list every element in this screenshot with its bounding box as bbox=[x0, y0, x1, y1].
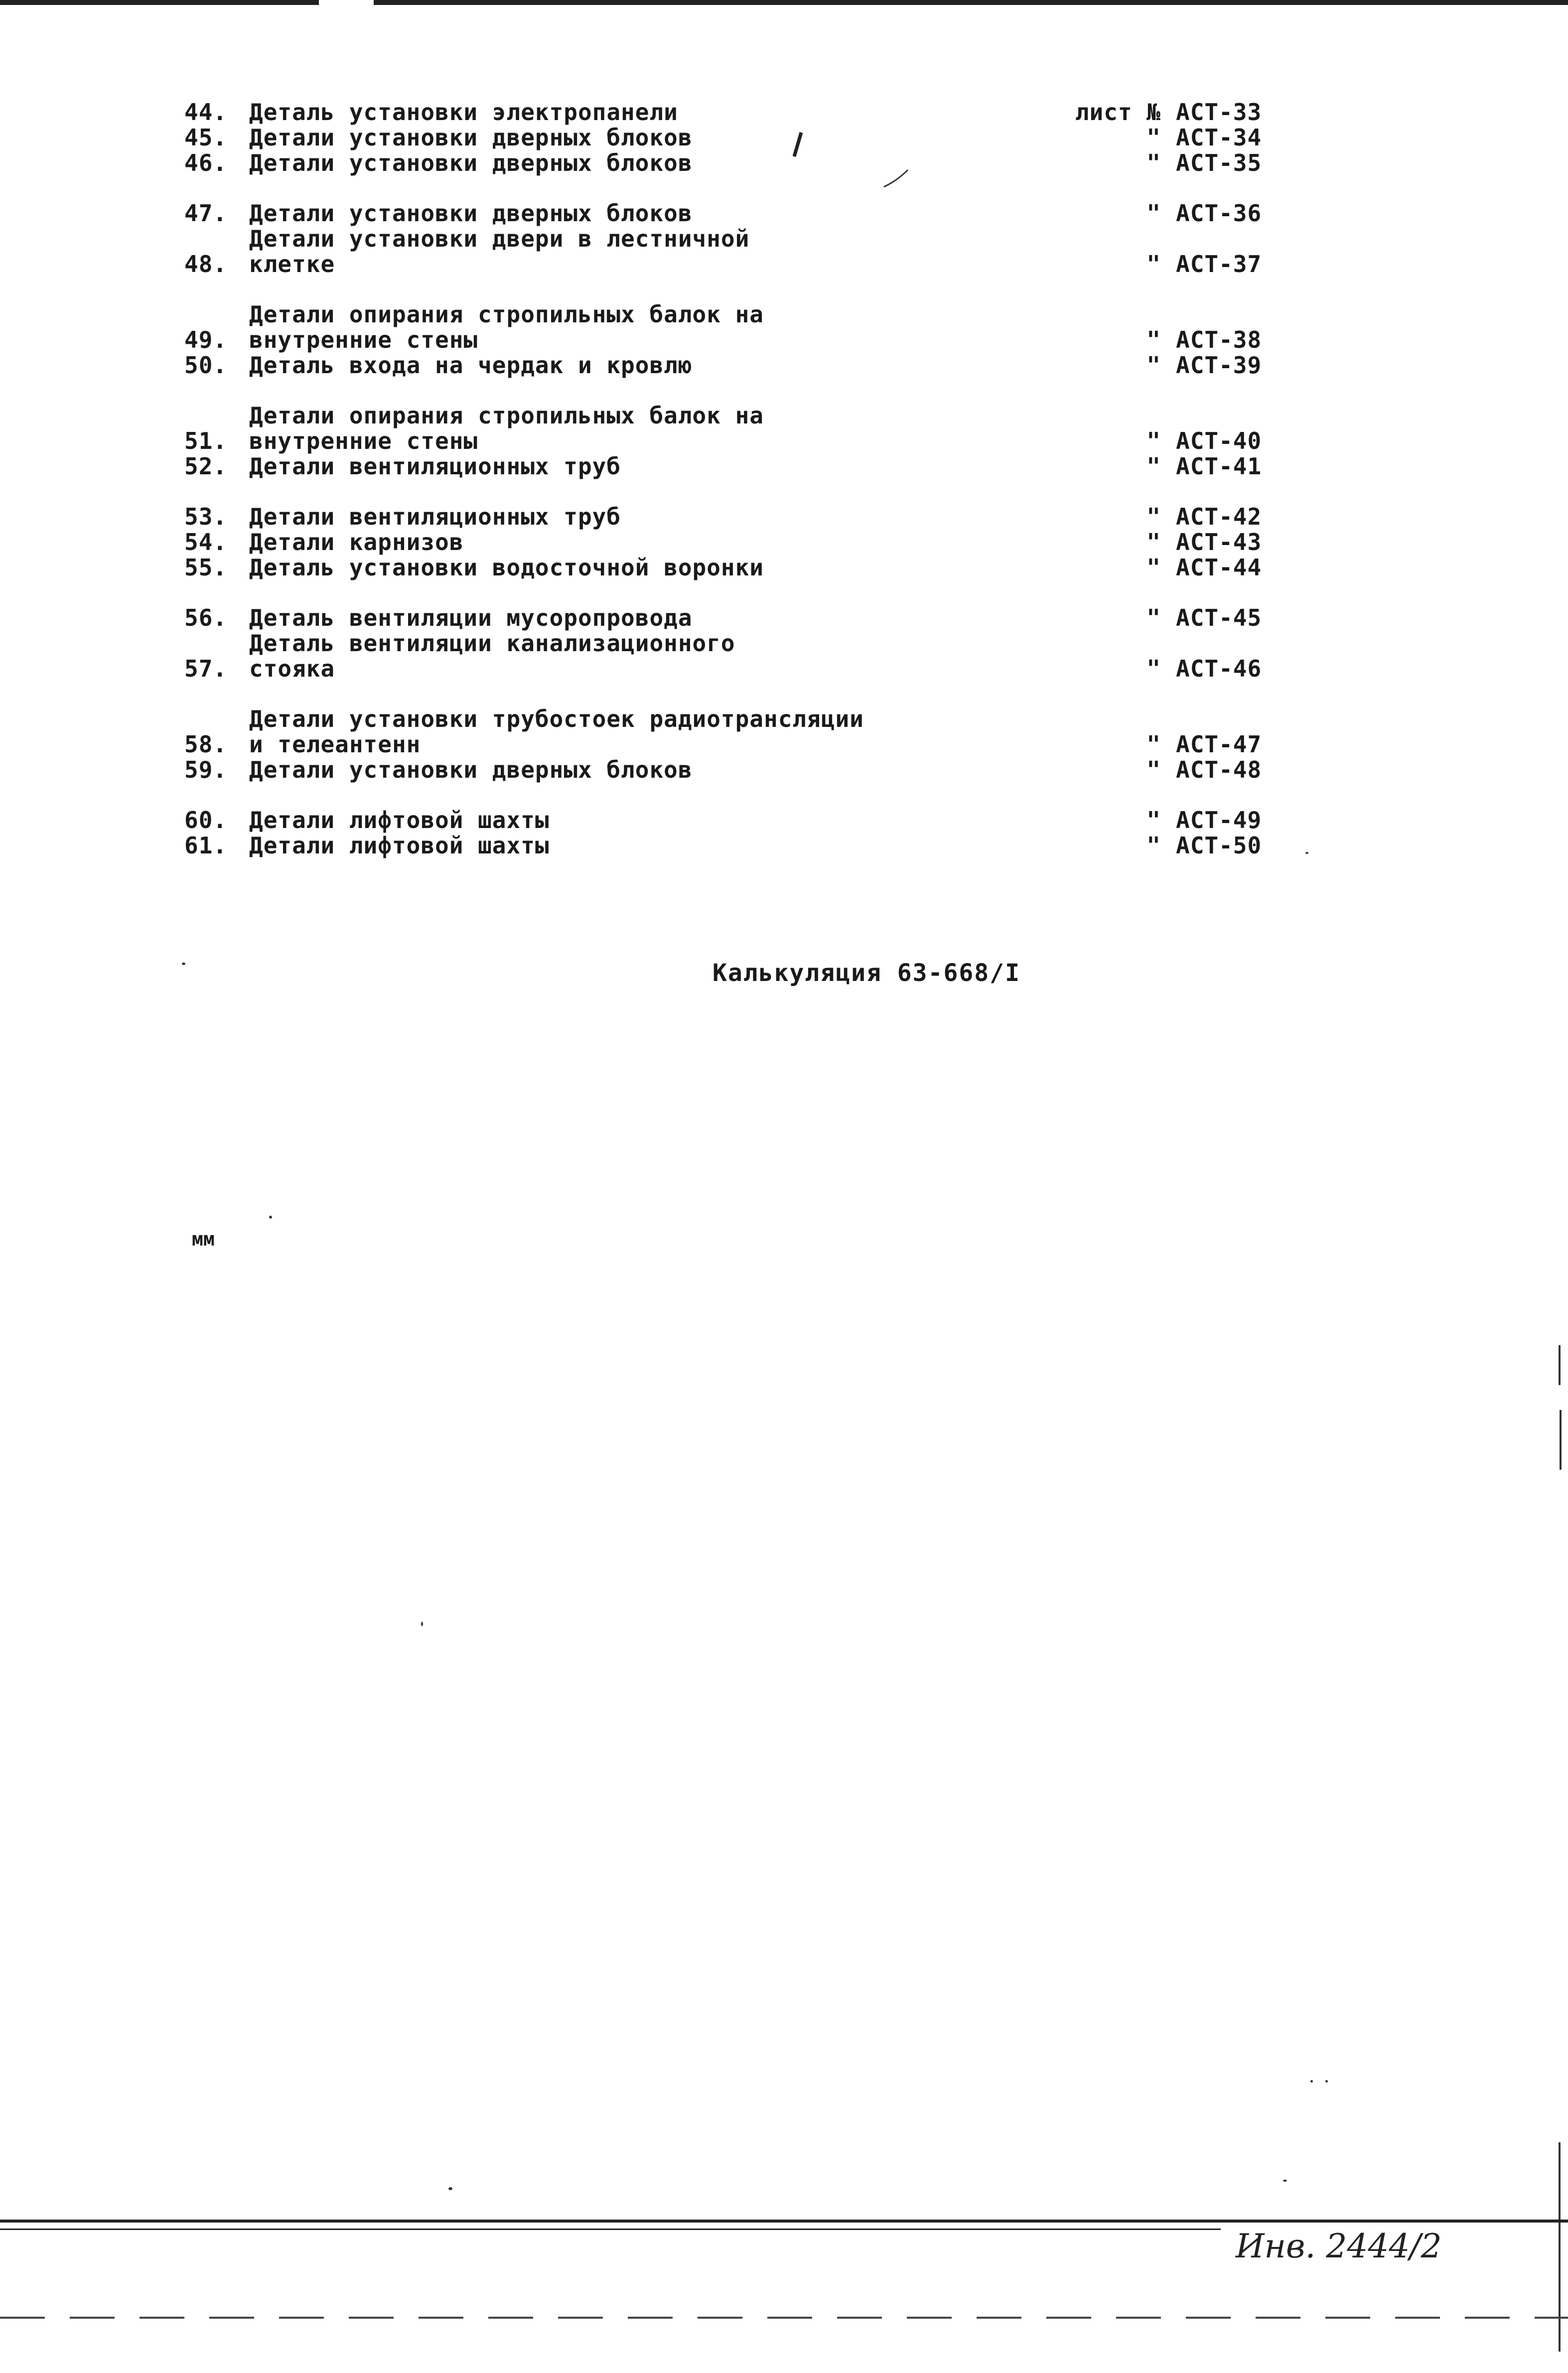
bottom-border-line-inner bbox=[0, 2229, 1221, 2230]
speck bbox=[448, 2187, 452, 2190]
item-sheet-code: АСТ-34 bbox=[1176, 124, 1262, 151]
pen-mark-icon bbox=[787, 131, 807, 160]
item-sheet-code: АСТ-33 bbox=[1176, 99, 1262, 126]
list-group bbox=[184, 808, 1330, 858]
item-title: Детали карнизов bbox=[249, 529, 464, 556]
item-sheet-code: АСТ-37 bbox=[1176, 251, 1262, 278]
item-sheet-code: АСТ-47 bbox=[1176, 731, 1262, 758]
item-ditto-mark: " bbox=[1146, 149, 1161, 176]
item-number: 49. bbox=[184, 326, 228, 353]
item-sheet-code: АСТ-35 bbox=[1176, 149, 1262, 176]
speck bbox=[1305, 852, 1308, 854]
item-title: Детали опирания стропильных балок на внутренние стены bbox=[249, 301, 764, 353]
item-title: Деталь входа на чердак и кровлю bbox=[249, 352, 693, 379]
list-group bbox=[184, 302, 1330, 378]
item-sheet-code: АСТ-49 bbox=[1176, 807, 1262, 834]
speck bbox=[1283, 2180, 1287, 2182]
list-item bbox=[184, 226, 1330, 277]
bottom-border-line bbox=[0, 2220, 1568, 2223]
item-title: Детали опирания стропильных балок на внутренние стены bbox=[249, 402, 764, 454]
drawing-sheet-list bbox=[184, 100, 1330, 883]
item-number: 47. bbox=[184, 200, 228, 227]
item-title: Детали лифтовой шахты bbox=[249, 807, 550, 834]
typist-initials: мм bbox=[192, 1228, 215, 1250]
list-item bbox=[184, 504, 1330, 530]
item-sheet-code: АСТ-46 bbox=[1176, 655, 1262, 682]
item-title: Детали установки дверных блоков bbox=[249, 200, 693, 227]
bottom-dashed-line bbox=[0, 2317, 1568, 2319]
item-ditto-mark: " bbox=[1146, 453, 1161, 480]
calculation-reference: Калькуляция 63-668/I bbox=[713, 959, 1020, 987]
item-sheet-code: АСТ-40 bbox=[1176, 427, 1262, 454]
item-ditto-mark: " bbox=[1146, 503, 1161, 530]
item-sheet-code: АСТ-41 bbox=[1176, 453, 1262, 480]
list-group bbox=[184, 706, 1330, 783]
item-number: 55. bbox=[184, 554, 228, 581]
item-title: Детали вентиляционных труб bbox=[249, 503, 621, 530]
item-ditto-mark: " bbox=[1146, 352, 1161, 379]
item-title: Детали лифтовой шахты bbox=[249, 832, 550, 859]
list-group bbox=[184, 100, 1330, 176]
item-ditto-mark: " bbox=[1146, 326, 1161, 353]
list-item bbox=[184, 100, 1330, 125]
edge-mark bbox=[1559, 2142, 1561, 2352]
list-item bbox=[184, 302, 1330, 353]
list-item bbox=[184, 530, 1330, 555]
item-title: Деталь вентиляции мусоропровода bbox=[249, 604, 693, 631]
item-ditto-mark: " bbox=[1146, 427, 1161, 454]
list-item bbox=[184, 150, 1330, 176]
item-ditto-mark: лист № bbox=[1075, 99, 1161, 126]
item-ditto-mark: " bbox=[1146, 604, 1161, 631]
item-number: 58. bbox=[184, 731, 228, 758]
item-title: Детали вентиляционных труб bbox=[249, 453, 621, 480]
item-ditto-mark: " bbox=[1146, 756, 1161, 783]
item-sheet-code: АСТ-42 bbox=[1176, 503, 1262, 530]
item-number: 56. bbox=[184, 604, 228, 631]
list-group bbox=[184, 201, 1330, 277]
item-title: Деталь установки электропанели bbox=[249, 99, 678, 126]
item-number: 57. bbox=[184, 655, 228, 682]
list-item bbox=[184, 353, 1330, 378]
item-sheet-code: АСТ-38 bbox=[1176, 326, 1262, 353]
list-group bbox=[184, 605, 1330, 682]
list-item bbox=[184, 808, 1330, 833]
item-sheet-code: АСТ-36 bbox=[1176, 200, 1262, 227]
item-number: 46. bbox=[184, 149, 228, 176]
list-item bbox=[184, 706, 1330, 757]
edge-mark bbox=[1560, 1410, 1562, 1470]
item-ditto-mark: " bbox=[1146, 554, 1161, 581]
speck bbox=[1310, 2080, 1313, 2083]
item-sheet-code: АСТ-50 bbox=[1176, 832, 1262, 859]
list-group bbox=[184, 403, 1330, 479]
item-number: 61. bbox=[184, 832, 228, 859]
list-group bbox=[184, 504, 1330, 580]
handwritten-inventory-note: Инв. 2444/2 bbox=[1236, 2227, 1442, 2265]
item-sheet-code: АСТ-43 bbox=[1176, 529, 1262, 556]
item-ditto-mark: " bbox=[1146, 200, 1161, 227]
item-number: 45. bbox=[184, 124, 228, 151]
top-border-line bbox=[0, 0, 1568, 5]
speck bbox=[421, 1622, 423, 1626]
item-number: 50. bbox=[184, 352, 228, 379]
item-title: Детали установки трубостоек радиотрансляции и телеантенн bbox=[249, 705, 864, 758]
list-item bbox=[184, 201, 1330, 226]
item-sheet-code: АСТ-45 bbox=[1176, 604, 1262, 631]
list-item bbox=[184, 605, 1330, 631]
edge-mark bbox=[1559, 1345, 1561, 1385]
speck bbox=[182, 963, 185, 965]
pen-tick-icon bbox=[882, 167, 912, 192]
list-item bbox=[184, 757, 1330, 783]
item-sheet-code: АСТ-44 bbox=[1176, 554, 1262, 581]
item-ditto-mark: " bbox=[1146, 529, 1161, 556]
item-number: 59. bbox=[184, 756, 228, 783]
item-number: 52. bbox=[184, 453, 228, 480]
item-title: Детали установки двери в лестничной клетке bbox=[249, 225, 750, 278]
item-title: Деталь установки водосточной воронки bbox=[249, 554, 764, 581]
item-title: Деталь вентиляции канализационного стояка bbox=[249, 630, 735, 682]
item-sheet-code: АСТ-48 bbox=[1176, 756, 1262, 783]
item-number: 54. bbox=[184, 529, 228, 556]
item-number: 60. bbox=[184, 807, 228, 834]
item-ditto-mark: " bbox=[1146, 251, 1161, 278]
list-item bbox=[184, 631, 1330, 682]
list-item bbox=[184, 833, 1330, 858]
item-title: Детали установки дверных блоков bbox=[249, 756, 693, 783]
item-title: Детали установки дверных блоков bbox=[249, 149, 693, 176]
list-item bbox=[184, 454, 1330, 479]
item-ditto-mark: " bbox=[1146, 655, 1161, 682]
list-item bbox=[184, 403, 1330, 454]
item-number: 51. bbox=[184, 427, 228, 454]
item-sheet-code: АСТ-39 bbox=[1176, 352, 1262, 379]
speck bbox=[269, 1216, 272, 1219]
item-number: 48. bbox=[184, 251, 228, 278]
item-number: 44. bbox=[184, 99, 228, 126]
item-number: 53. bbox=[184, 503, 228, 530]
list-item bbox=[184, 555, 1330, 580]
item-ditto-mark: " bbox=[1146, 731, 1161, 758]
speck bbox=[1325, 2080, 1328, 2083]
item-ditto-mark: " bbox=[1146, 832, 1161, 859]
item-title: Детали установки дверных блоков bbox=[249, 124, 693, 151]
item-ditto-mark: " bbox=[1146, 124, 1161, 151]
list-item bbox=[184, 125, 1330, 150]
top-border-gap bbox=[319, 0, 374, 6]
item-ditto-mark: " bbox=[1146, 807, 1161, 834]
